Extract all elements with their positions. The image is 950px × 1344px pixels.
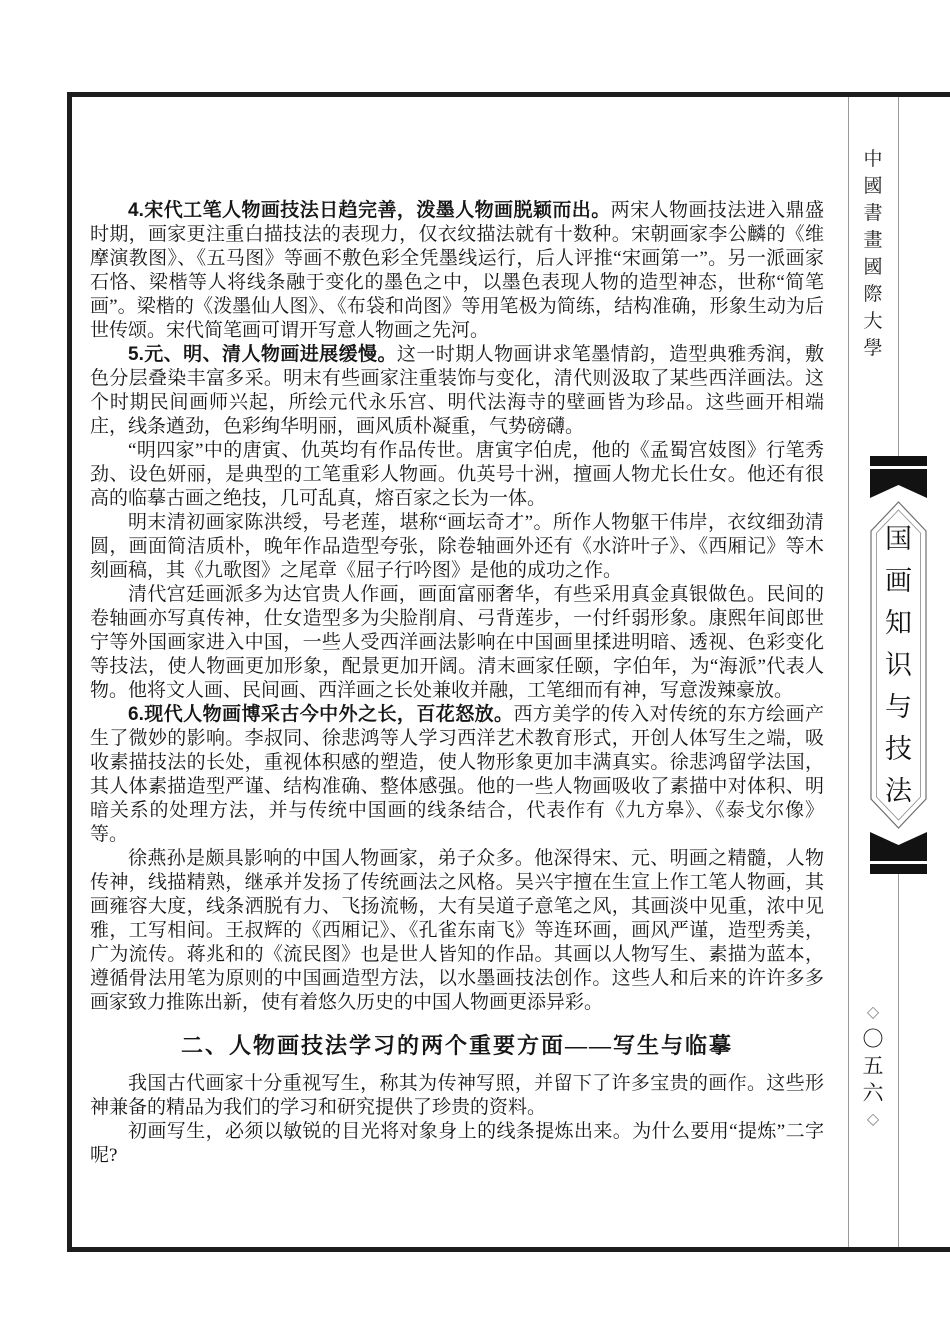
badge-cartouche: [870, 501, 927, 829]
paragraph-text: 这一时期人物画讲求笔墨情韵，造型典雅秀润，敷色分层叠染丰富多采。明末有些画家注重装饰与变化，清代则汲取了某些西洋画法。这个时期民间画师兴起，所绘元代永乐宫、明代法海寺的壁画皆为珍品。这些画开相端庄，线条遒劲，色彩绚华明丽，画风质朴凝重，气势磅礴。: [90, 344, 824, 437]
page-number-ornament-bottom: ◇: [866, 1111, 880, 1128]
section-heading: 二、人物画技法学习的两个重要方面——写生与临摹: [180, 1033, 733, 1058]
badge-bottom-ribbon: [870, 832, 927, 861]
paragraph-text: 两宋人物画技法进入鼎盛时期，画家更注重白描技法的表现力，仅衣纹描法就有十数种。宋朝画家李公麟的《维摩演教图》、《五马图》等画不敷色彩全凭墨线运行，后人评推“宋画第一”。另一派画家石恪、梁楷等人将线条融于变化的墨色之中，以墨色表现人物的造型神态，世称“简笔画”。梁楷的《泼墨仙人图》、《布袋和尚图》等用笔极为简练，结构准确，形象生动为后世传颂。宋代简笔画可谓开写意人物画之先河。: [90, 200, 824, 341]
chapter-badge: [870, 456, 927, 874]
paragraph-text: 徐燕孙是颇具影响的中国人物画家，弟子众多。他深得宋、元、明画之精髓，人物传神，线描精熟，继承并发扬了传统画法之风格。吴兴宇擅在生宣上作工笔人物画，其画雍容大度，线条洒脱有力、飞扬流畅，大有吴道子意笔之风，其画淡中见重，浓中见雅，工写相间。王叔辉的《西厢记》、《孔雀东南飞》等连环画，画风严谨，造型秀美，广为流传。蒋兆和的《流民图》也是世人皆知的作品。其画以人物写生、素描为蓝本，遵循骨法用笔为原则的中国画造型方法，以水墨画技法创作。这些人和后来的许许多多画家致力推陈出新，使有着悠久历史的中国人物画更添异彩。: [90, 848, 824, 1013]
paragraph-lead: 4.宋代工笔人物画技法日趋完善，泼墨人物画脱颖而出。: [128, 200, 611, 221]
badge-label-wrap: [870, 501, 927, 829]
page-frame: [67, 92, 950, 1252]
paragraph: [90, 439, 824, 511]
paragraph-text: 西方美学的传入对传统的东方绘画产生了微妙的影响。李叔同、徐悲鸿等人学习西洋艺术教育形式，开创人体写生之端，吸收素描技法的长处，重视体积感的塑造，使人物形象更加丰满真实。徐悲鸿留学法国，其人体素描造型严谨、结构准确、整体感强。他的一些人物画吸收了素描中对体积、明暗关系的处理方法，并与传统中国画的线条结合，代表作有《九方皋》、《泰戈尔像》等。: [90, 704, 824, 845]
edition-vertical-label: 中國書畫國際大學: [863, 149, 883, 359]
paragraph-lead: 5.元、明、清人物画进展缓慢。: [128, 344, 397, 365]
badge-label: 国画知识与技法: [885, 524, 912, 806]
paragraph: [90, 847, 824, 1015]
paragraph: [90, 1120, 824, 1168]
page-number: [848, 1002, 898, 1131]
paragraph-text: 初画写生，必须以敏锐的目光将对象身上的线条提炼出来。为什么要用“提炼”二字呢?: [90, 1121, 824, 1166]
main-text-column: [72, 97, 848, 1247]
paragraph-text: 明末清初画家陈洪绶，号老莲，堪称“画坛奇才”。所作人物躯干伟岸，衣纹细劲清圆，画面简洁质朴，晚年作品造型夸张，除卷轴画外还有《水浒叶子》、《西厢记》等木刻画稿，其《九歌图》之尾章《屈子行吟图》是他的成功之作。: [90, 512, 824, 581]
page-number-ornament-top: ◇: [866, 1004, 880, 1021]
edition-vertical-label-wrap: [848, 146, 898, 362]
paragraph: [90, 343, 824, 439]
paragraph: [90, 583, 824, 703]
badge-top-ribbon: [870, 469, 927, 498]
badge-bottom-bar: [870, 864, 927, 874]
paragraph-text: “明四家”中的唐寅、仇英均有作品传世。唐寅字伯虎，他的《孟蜀宫妓图》行笔秀劲、设色妍丽，是典型的工笔重彩人物画。仇英号十洲，擅画人物尤长仕女。他还有很高的临摹古画之绝技，几可乱真，熔百家之长为一体。: [90, 440, 824, 509]
paragraph-text: 清代宫廷画派多为达官贵人作画，画面富丽奢华，有些采用真金真银做色。民间的卷轴画亦写真传神，仕女造型多为尖脸削肩、弓背莲步，一付纤弱形象。康熙年间郎世宁等外国画家进入中国，一些人受西洋画法影响在中国画里揉进明暗、透视、色彩变化等技法，使人物画更加形象，配景更加开阔。清末画家任颐，字伯年，为“海派”代表人物。他将文人画、民间画、西洋画之长处兼收并融，工笔细而有神，写意泼辣豪放。: [90, 584, 824, 701]
paragraph: [90, 511, 824, 583]
paragraph-text: 我国古代画家十分重视写生，称其为传神写照，并留下了许多宝贵的画作。这些形神兼备的精品为我们的学习和研究提供了珍贵的资料。: [90, 1073, 824, 1118]
page-number-value: 〇五六: [862, 1027, 884, 1105]
paragraph: [90, 199, 824, 343]
paragraph: [90, 1072, 824, 1120]
paragraph-lead: 6.现代人物画博采古今中外之长，百花怒放。: [128, 704, 514, 725]
paragraph: [90, 703, 824, 847]
badge-top-bar: [870, 456, 927, 466]
